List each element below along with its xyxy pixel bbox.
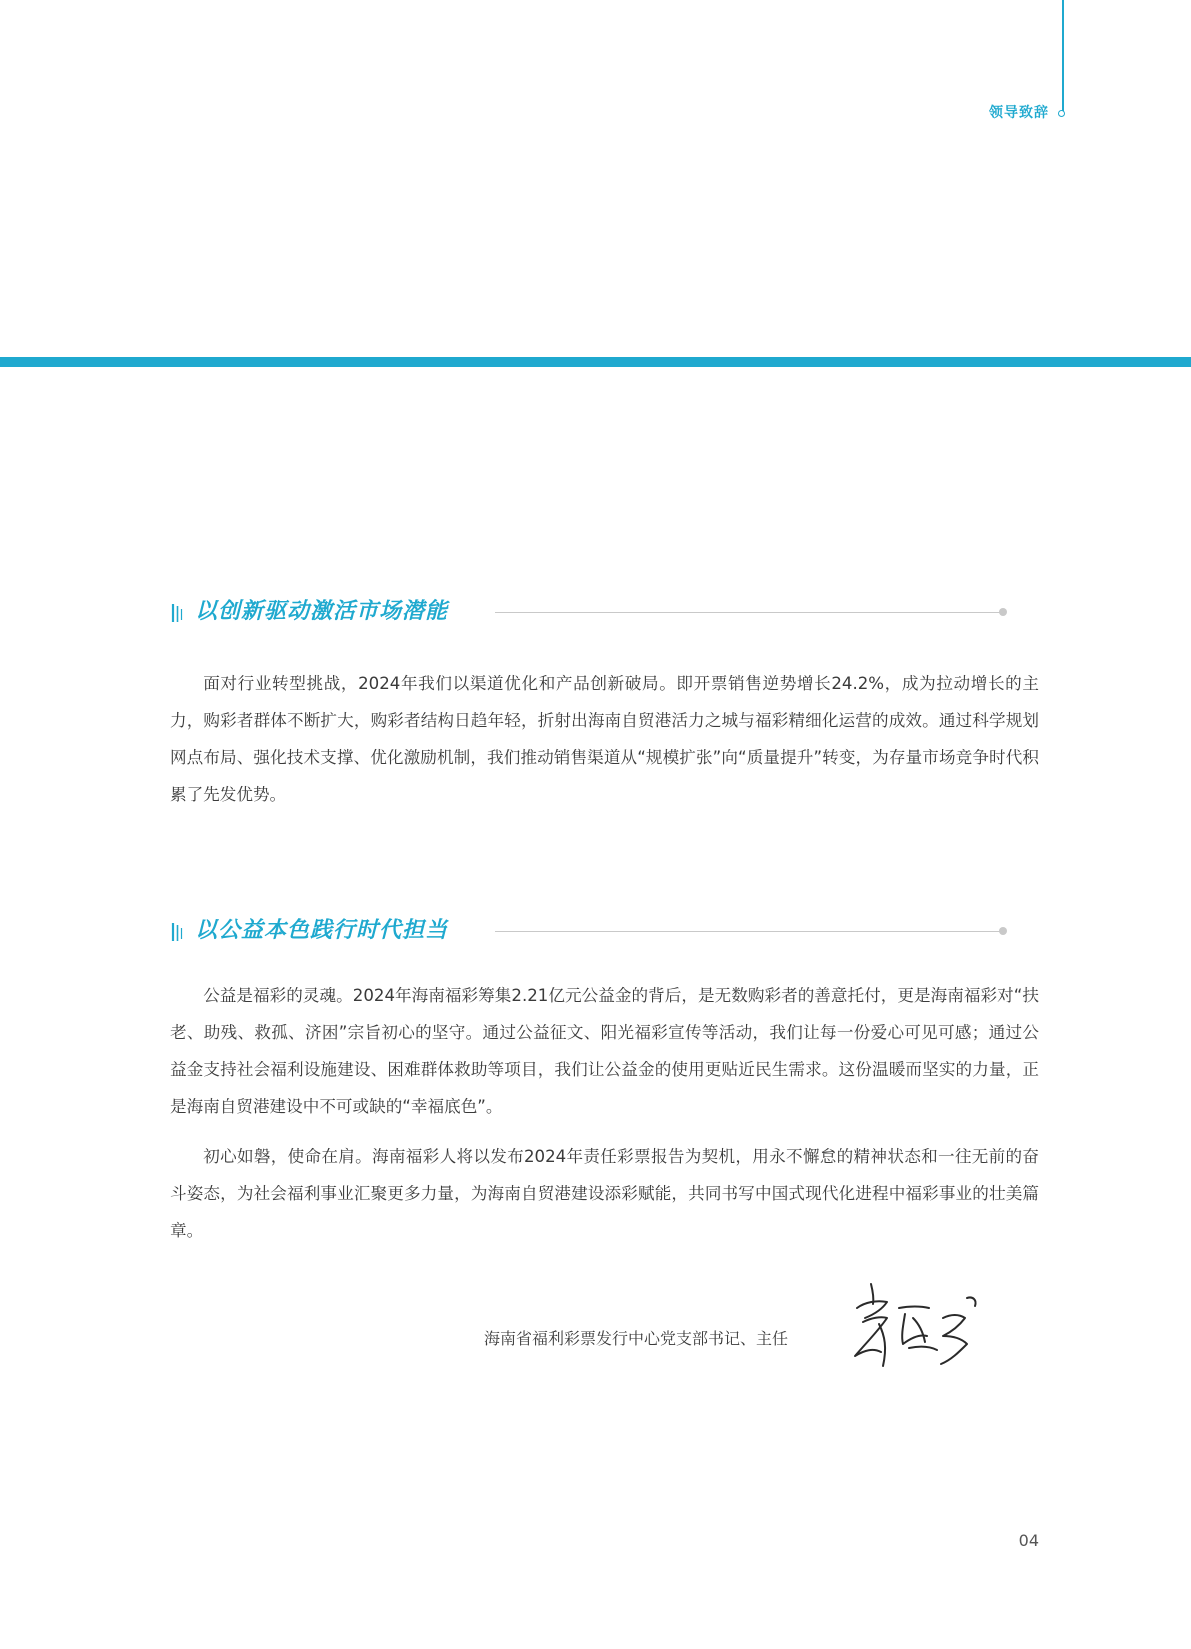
paragraph: 面对行业转型挑战，2024年我们以渠道优化和产品创新破局。即开票销售逆势增长24.2%，成为拉动增长的主力，购彩者群体不断扩大，购彩者结构日趋年轻，折射出海南自贸港活力之城与福彩精细化运营的成效。通过科学规划网点布局、强化技术支撑、优化激励机制，我们推动销售渠道从“规模扩张”向“质量提升”转变，为存量市场竞争时代积累了先发优势。	[170, 674, 1039, 804]
heading-divider-dot	[999, 608, 1007, 616]
paragraph: 公益是福彩的灵魂。2024年海南福彩筹集2.21亿元公益金的背后，是无数购彩者的善意托付，更是海南福彩对“扶老、助残、救孤、济困”宗旨初心的坚守。通过公益征文、阳光福彩宣传等活动，我们让每一份爱心可见可感；通过公益金支持社会福利设施建设、困难群体救助等项目，我们让公益金的使用更贴近民生需求。这份温暖而坚实的力量，正是海南自贸港建设中不可或缺的“幸福底色”。	[170, 986, 1039, 1116]
heading-divider	[495, 612, 1000, 613]
section-heading-public-welfare	[170, 914, 1030, 948]
paragraph: 初心如磐，使命在肩。海南福彩人将以发布2024年责任彩票报告为契机，用永不懈怠的精神状态和一往无前的奋斗姿态，为社会福利事业汇聚更多力量，为海南自贸港建设添彩赋能，共同书写中国式现代化进程中福彩事业的壮美篇章。	[170, 1147, 1039, 1240]
triple-slash-icon	[170, 603, 188, 623]
handwritten-signature	[843, 1278, 993, 1373]
heading-divider	[495, 931, 1000, 932]
accent-band	[0, 357, 1191, 367]
section-heading-innovation	[170, 595, 1030, 629]
heading-divider-dot	[999, 927, 1007, 935]
triple-slash-icon	[170, 922, 188, 942]
section-label: 领导致辞	[989, 105, 1049, 121]
header-rule-end-dot	[1058, 110, 1065, 117]
section-title: 以创新驱动激活市场潜能	[195, 599, 449, 624]
page-number: 04	[1018, 1531, 1039, 1550]
header-vertical-rule	[1062, 0, 1064, 112]
signature-title: 海南省福利彩票发行中心党支部书记、主任	[484, 1329, 789, 1348]
section-title: 以公益本色践行时代担当	[195, 918, 449, 943]
